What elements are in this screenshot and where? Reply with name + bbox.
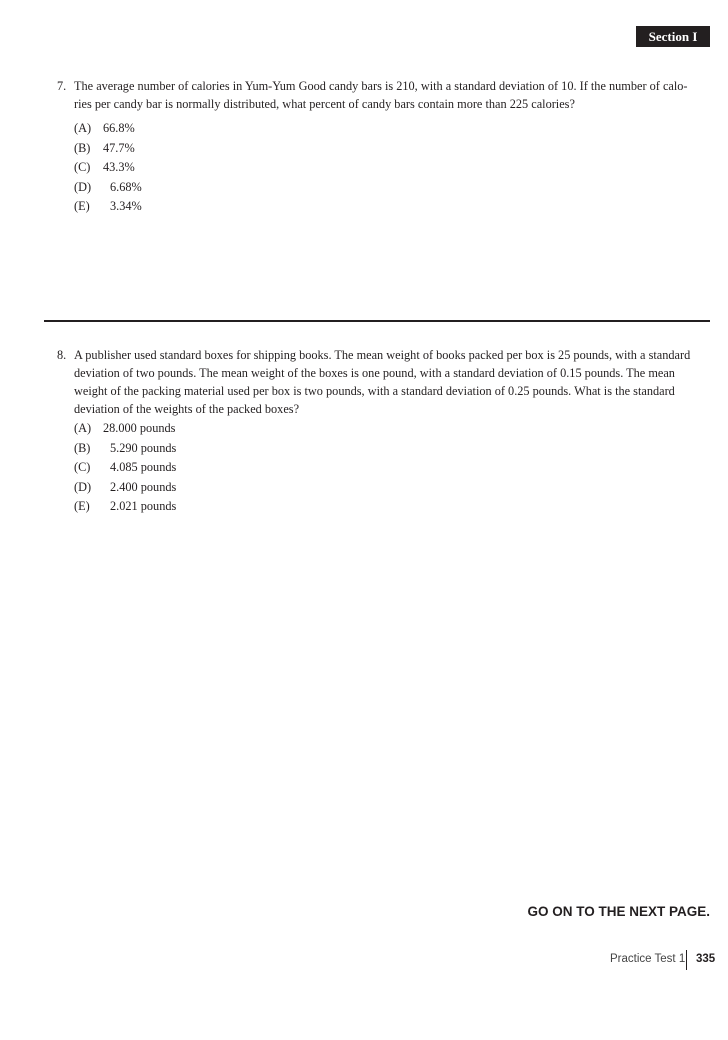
option-value: 43.3% [103,160,135,174]
option-label: (B) [74,140,91,155]
option-value: 5.290 pounds [110,440,177,455]
section-badge: Section I [636,26,710,47]
question-text-line: A publisher used standard boxes for shipping books. The mean weight of books packed per box is 25 pounds, with a standard [74,348,691,362]
option-value: 2.400 pounds [110,479,177,494]
option-value: 4.085 pounds [110,460,177,474]
footer-label: Practice Test 1 [610,953,686,965]
question-text-line: deviation of the weights of the packed boxes? [74,402,300,416]
option-label: (C) [74,160,91,174]
page-number: 335 [696,953,716,965]
option-value: 6.68% [110,179,142,194]
question-number: 8. [57,348,67,362]
question-text-line: deviation of two pounds. The mean weight of the boxes is one pound, with a standard deviation of 0.15 pounds. The mean [74,366,675,380]
option-label: (C) [74,460,91,474]
go-on-notice: GO ON TO THE NEXT PAGE. [527,904,710,919]
option-label: (E) [74,199,90,213]
option-label: (B) [74,440,91,455]
option-label: (D) [74,479,92,494]
option-value: 2.021 pounds [110,499,177,513]
option-value: 28.000 pounds [103,421,176,435]
option-value: 3.34% [110,199,142,213]
question-text-line: The average number of calories in Yum-Yum Good candy bars is 210, with a standard deviation of 10. If the number of calo- [74,79,688,93]
question-number: 7. [57,79,67,93]
question-text-line: ries per candy bar is normally distributed, what percent of candy bars contain more than 225 calories? [74,97,575,111]
question-text-line: weight of the packing material used per box is two pounds, with a standard deviation of 0.25 pounds. What is the standard [74,384,675,398]
footer-separator [686,950,687,970]
option-value: 47.7% [103,140,135,155]
option-label: (A) [74,121,92,135]
option-label: (D) [74,179,92,194]
option-label: (A) [74,421,92,435]
divider [44,320,710,322]
option-label: (E) [74,499,90,513]
option-value: 66.8% [103,121,135,135]
